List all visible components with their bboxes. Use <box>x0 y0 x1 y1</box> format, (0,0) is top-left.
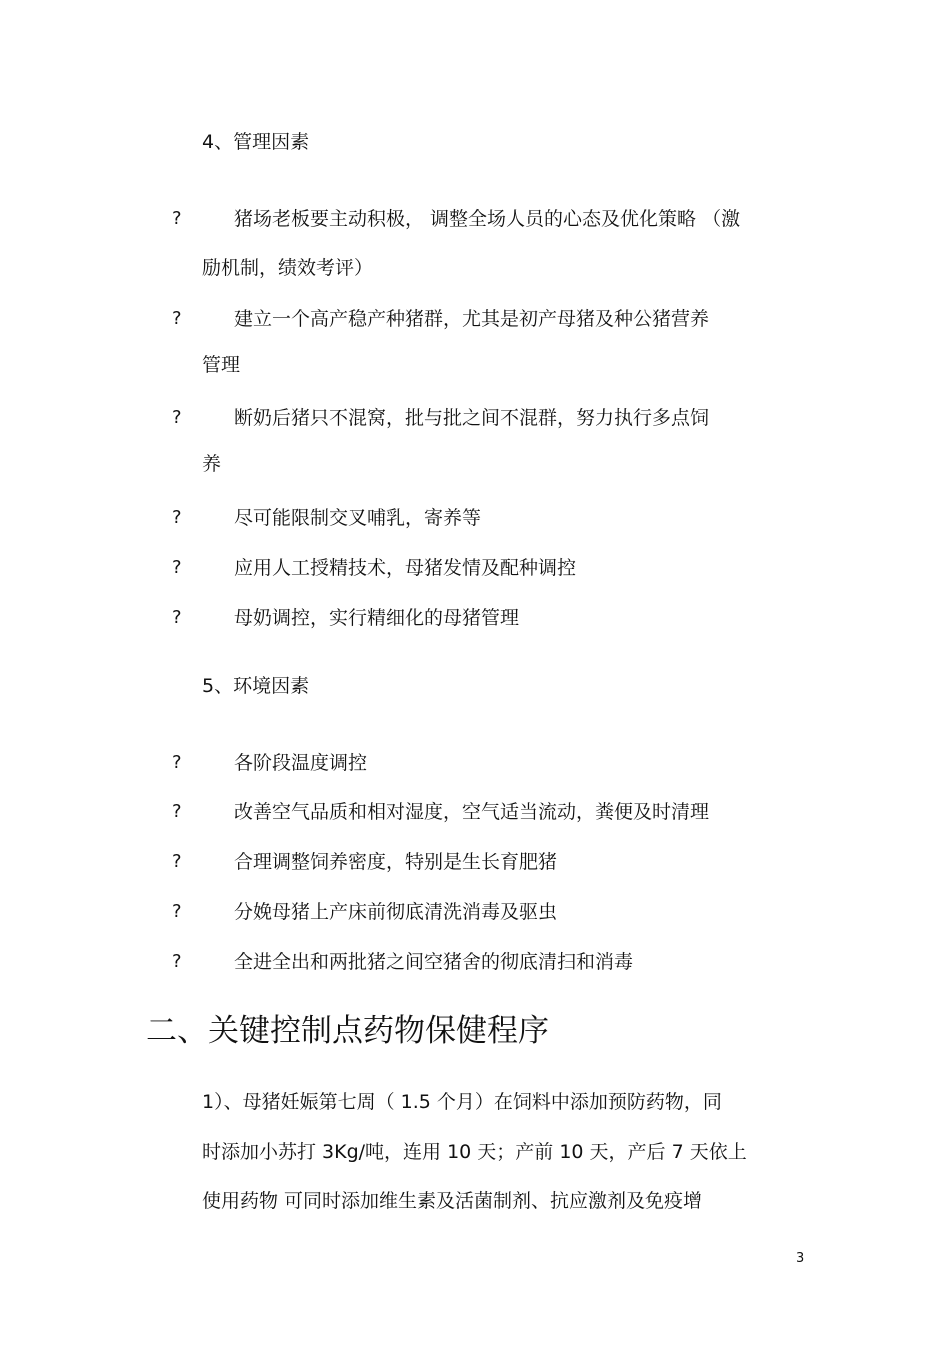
bullet-marker: ? <box>172 308 182 329</box>
list-item-text: 分娩母猪上产床前彻底清洗消毒及驱虫 <box>234 901 558 923</box>
list-item-text: 尽可能限制交叉哺乳，寄养等 <box>234 507 482 529</box>
list-item-text-continued: 励机制，绩效考评） <box>202 257 374 279</box>
section-4-title: 4、管理因素 <box>202 131 310 153</box>
bullet-marker: ? <box>172 801 182 822</box>
paragraph-line: 使用药物 可同时添加维生素及活菌制剂、抗应激剂及免疫增 <box>202 1190 703 1212</box>
bullet-marker: ? <box>172 951 182 972</box>
list-item-text: 猪场老板要主动积极， 调整全场人员的心态及优化策略 （激 <box>234 208 741 230</box>
paragraph-line: 1）、母猪妊娠第七周（ 1.5 个月）在饲料中添加预防药物，同 <box>202 1091 722 1113</box>
bullet-marker: ? <box>172 407 182 428</box>
bullet-marker: ? <box>172 851 182 872</box>
list-item-text: 改善空气品质和相对湿度，空气适当流动，粪便及时清理 <box>234 801 710 823</box>
page-number: 3 <box>796 1251 805 1266</box>
list-item-text: 各阶段温度调控 <box>234 752 368 774</box>
section-5-title: 5、环境因素 <box>202 675 310 697</box>
list-item-text: 应用人工授精技术，母猪发情及配种调控 <box>234 557 577 579</box>
bullet-marker: ? <box>172 208 182 229</box>
list-item-text-continued: 管理 <box>202 354 241 376</box>
list-item-text: 建立一个高产稳产种猪群，尤其是初产母猪及种公猪营养 <box>234 308 710 330</box>
bullet-marker: ? <box>172 752 182 773</box>
list-item-text: 母奶调控，实行精细化的母猪管理 <box>234 607 520 629</box>
bullet-marker: ? <box>172 607 182 628</box>
paragraph-line: 时添加小苏打 3Kg/吨，连用 10 天；产前 10 天，产后 7 天依上 <box>202 1141 747 1163</box>
bullet-marker: ? <box>172 901 182 922</box>
list-item-text: 全进全出和两批猪之间空猪舍的彻底清扫和消毒 <box>234 951 634 973</box>
list-item-text: 断奶后猪只不混窝，批与批之间不混群，努力执行多点饲 <box>234 407 710 429</box>
bullet-marker: ? <box>172 557 182 578</box>
list-item-text-continued: 养 <box>202 453 222 475</box>
bullet-marker: ? <box>172 507 182 528</box>
section-heading: 二、关键控制点药物保健程序 <box>146 1013 549 1049</box>
list-item-text: 合理调整饲养密度，特别是生长育肥猪 <box>234 851 558 873</box>
